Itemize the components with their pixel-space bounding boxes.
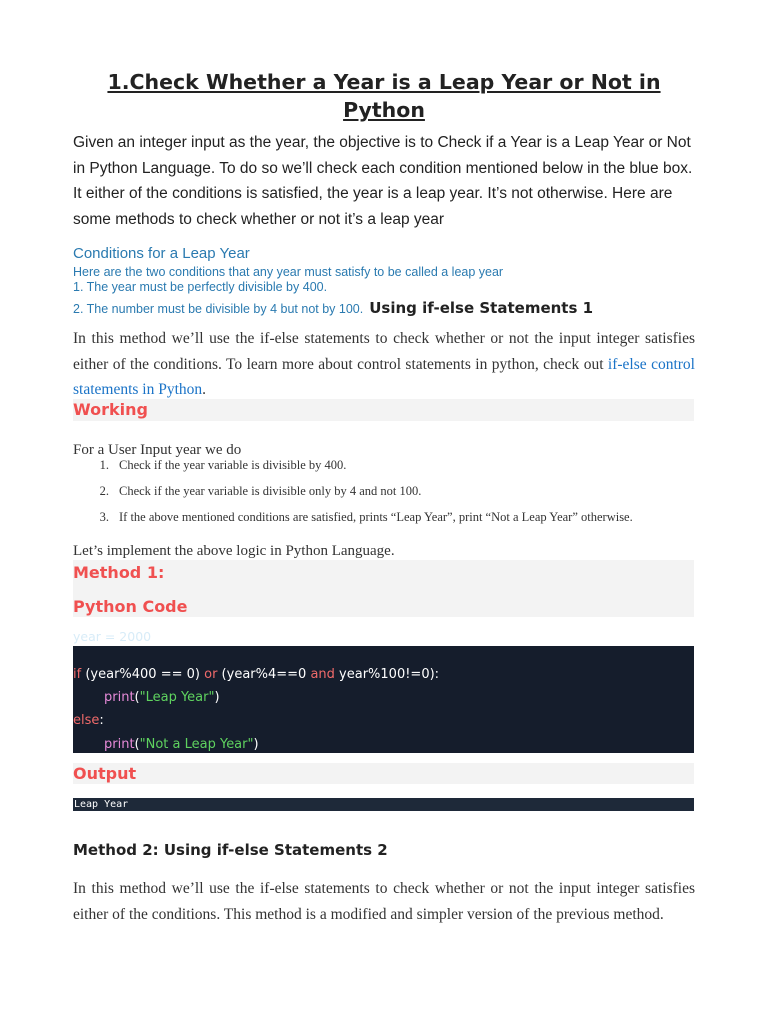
code-text: : <box>99 713 104 728</box>
code-text: year%100!=0): <box>334 667 440 682</box>
step-number: 3. <box>99 510 109 524</box>
code-keyword: else <box>73 713 100 728</box>
code-line-print-leap <box>104 688 220 708</box>
working-bar <box>73 399 694 421</box>
intro-paragraph: Given an integer input as the year, the objective is to Check if a Year is a Leap Year or Not in Python Language. To do so we’ll check each condition mentioned below in the blue box. It either of the conditions is satisfied, the year is a leap year. It’s not otherwise. Here are some methods to check whether or not it’s a leap year <box>73 134 693 228</box>
code-string: "Not a Leap Year" <box>139 737 254 752</box>
code-text: ( <box>134 737 140 752</box>
method2-paragraph: In this method we’ll use the if-else statements to check whether or not the input integer satisfies either of the conditions. This method is a modified and simpler version of the previous method. <box>73 880 695 923</box>
code-line-print-not-leap <box>104 735 259 755</box>
implement-text: Let’s implement the above logic in Python Language. <box>73 543 395 559</box>
conditions-heading: Conditions for a Leap Year <box>73 245 250 262</box>
code-text: (year%400 == 0) <box>81 667 205 682</box>
if-else-control-link[interactable]: if-else control statements in Python <box>73 355 695 398</box>
step-text: If the above mentioned conditions are satisfied, prints “Leap Year”, print “Not a Leap Year” otherwise. <box>119 510 633 524</box>
method1-label: Method 1: <box>73 563 165 582</box>
step-text: Check if the year variable is divisible by 400. <box>119 458 347 472</box>
code-line-year: year = 2000 <box>73 629 152 644</box>
method2-heading: Method 2: Using if-else Statements 2 <box>73 841 388 859</box>
working-heading: Working <box>73 400 148 419</box>
step-number: 1. <box>99 458 109 472</box>
method1-paragraph <box>73 326 695 403</box>
method1-text: In this method we’ll use the if-else statements to check whether or not the input integer satisfies either of the conditions. To learn more about control statements in python, check out <box>73 330 695 373</box>
code-line-else <box>73 711 104 731</box>
method1-end: . <box>202 381 207 398</box>
condition-item-2-row <box>73 299 593 318</box>
code-function: print <box>104 737 135 752</box>
output-label: Output <box>73 764 137 783</box>
code-text: ) <box>214 690 220 705</box>
code-function: print <box>104 690 135 705</box>
condition-item-2: 2. The number must be divisible by 4 but not by 100. <box>73 302 364 316</box>
condition-item-1: 1. The year must be perfectly divisible by 400. <box>73 280 328 294</box>
code-string: "Leap Year" <box>139 690 215 705</box>
list-item <box>73 510 695 536</box>
code-keyword: if <box>73 667 82 682</box>
code-block <box>73 646 694 753</box>
conditions-subtext: Here are the two conditions that any year must satisfy to be called a leap year <box>73 265 504 279</box>
step-number: 2. <box>99 484 109 498</box>
output-bar <box>73 763 694 784</box>
code-text: (year%4==0 <box>217 667 311 682</box>
method1-bar <box>73 560 694 617</box>
code-text: ( <box>134 690 140 705</box>
code-keyword: and <box>310 667 335 682</box>
steps-list <box>73 458 695 536</box>
step-text: Check if the year variable is divisible only by 4 and not 100. <box>119 484 422 498</box>
code-line-if <box>73 665 439 685</box>
working-lead: For a User Input year we do <box>73 442 242 458</box>
output-text: Leap Year <box>74 799 129 810</box>
output-block <box>73 798 694 811</box>
code-text: ) <box>253 737 259 752</box>
page-title: 1.Check Whether a Year is a Leap Year or Not in Python <box>107 70 661 122</box>
python-code-label: Python Code <box>73 597 188 616</box>
method1-heading: Using if-else Statements 1 <box>369 299 594 317</box>
list-item <box>73 484 695 510</box>
code-keyword: or <box>204 667 218 682</box>
list-item <box>73 458 695 484</box>
